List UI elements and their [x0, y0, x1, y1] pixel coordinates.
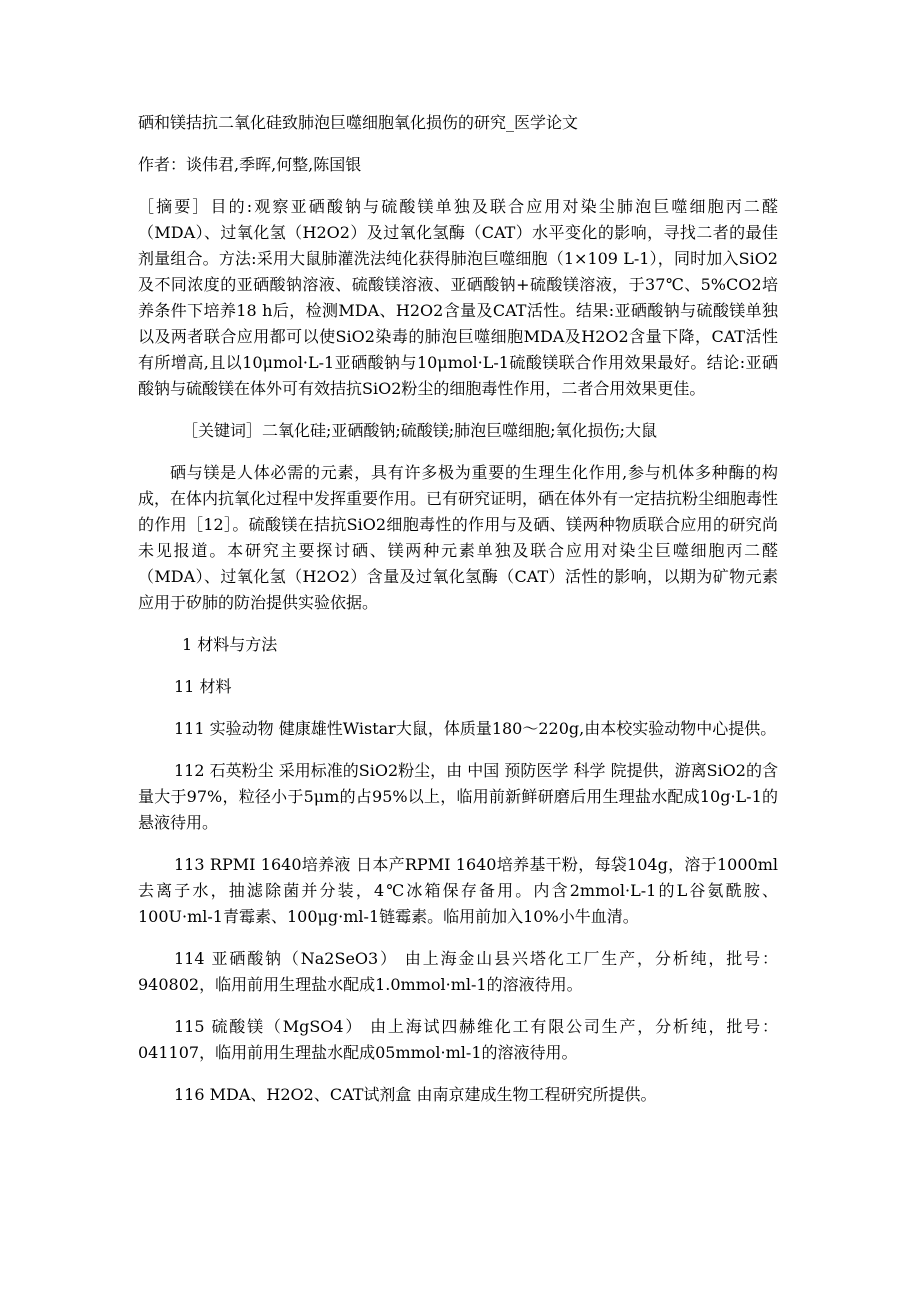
item-112-quartz-dust: 112 石英粉尘 采用标准的SiO2粉尘，由 中国 预防医学 科学 院提供，游离SiO2的含量大于97%，粒径小于5μm的占95%以上，临用前新鲜研磨后用生理盐水配成10g·L-1的悬液待用。: [138, 761, 778, 832]
article-title: 硒和镁拮抗二氧化硅致肺泡巨噬细胞氧化损伤的研究_医学论文: [138, 113, 579, 132]
item-116-reagent-kits: 116 MDA、H2O2、CAT试剂盒 由南京建成生物工程研究所提供。: [174, 1085, 657, 1104]
item-114-sodium-selenite: 114 亚硒酸钠（Na2SeO3） 由上海金山县兴塔化工厂生产，分析纯，批号：940802，临用前用生理盐水配成1.0mmol·ml-1的溶液待用。: [138, 949, 778, 994]
abstract-paragraph: ［摘要］目的:观察亚硒酸钠与硫酸镁单独及联合应用对染尘肺泡巨噬细胞丙二醛（MDA）、过氧化氢（H2O2）及过氧化氢酶（CAT）水平变化的影响，寻找二者的最佳剂量组合。方法:采用大鼠肺灌洗法纯化获得肺泡巨噬细胞（1×109 L-1），同时加入SiO2及不同浓度的亚硒酸钠溶液、硫酸镁溶液、亚硒酸钠+硫酸镁溶液，于37℃、5%CO2培养条件下培养18 h后，检测MDA、H2O2含量及CAT活性。结果:亚硒酸钠与硫酸镁单独以及两者联合应用都可以使SiO2染毒的肺泡巨噬细胞MDA及H2O2含量下降，CAT活性有所增高,且以10μmol·L-1亚硒酸钠与10μmol·L-1硫酸镁联合作用效果最好。结论:亚硒酸钠与硫酸镁在体外可有效拮抗SiO2粉尘的细胞毒性作用，二者合用效果更佳。: [138, 197, 778, 398]
introduction-paragraph: 硒与镁是人体必需的元素，具有许多极为重要的生理生化作用,参与机体多种酶的构成，在体内抗氧化过程中发挥重要作用。已有研究证明，硒在体外有一定拮抗粉尘细胞毒性的作用［12］。硫酸镁在拮抗SiO2细胞毒性的作用与及硒、镁两种物质联合应用的研究尚未见报道。本研究主要探讨硒、镁两种元素单独及联合应用对染尘巨噬细胞丙二醛（MDA）、过氧化氢（H2O2）含量及过氧化氢酶（CAT）活性的影响，以期为矿物元素应用于矽肺的防治提供实验依据。: [138, 463, 779, 612]
subsection-heading-materials: 11 材料: [174, 677, 232, 696]
author-line: 作者：谈伟君,季晖,何整,陈国银: [138, 155, 362, 174]
article-body: [138, 110, 778, 1108]
keywords-line: ［关键词］二氧化硅;亚硒酸钠;硫酸镁;肺泡巨噬细胞;氧化损伤;大鼠: [182, 421, 657, 440]
item-111-animals: 111 实验动物 健康雄性Wistar大鼠，体质量180～220g,由本校实验动物中心提供。: [174, 719, 777, 738]
section-heading-materials-methods: 1 材料与方法: [182, 635, 278, 654]
item-115-magnesium-sulfate: 115 硫酸镁（MgSO4） 由上海试四赫维化工有限公司生产，分析纯，批号：041107，临用前用生理盐水配成05mmol·ml-1的溶液待用。: [138, 1017, 778, 1062]
item-113-rpmi-medium: 113 RPMI 1640培养液 日本产RPMI 1640培养基干粉，每袋104g，溶于1000ml去离子水，抽滤除菌并分装，4℃冰箱保存备用。内含2mmol·L-1的L谷氨酰胺、100U·ml-1青霉素、100μg·ml-1链霉素。临用前加入10%小牛血清。: [138, 855, 778, 926]
